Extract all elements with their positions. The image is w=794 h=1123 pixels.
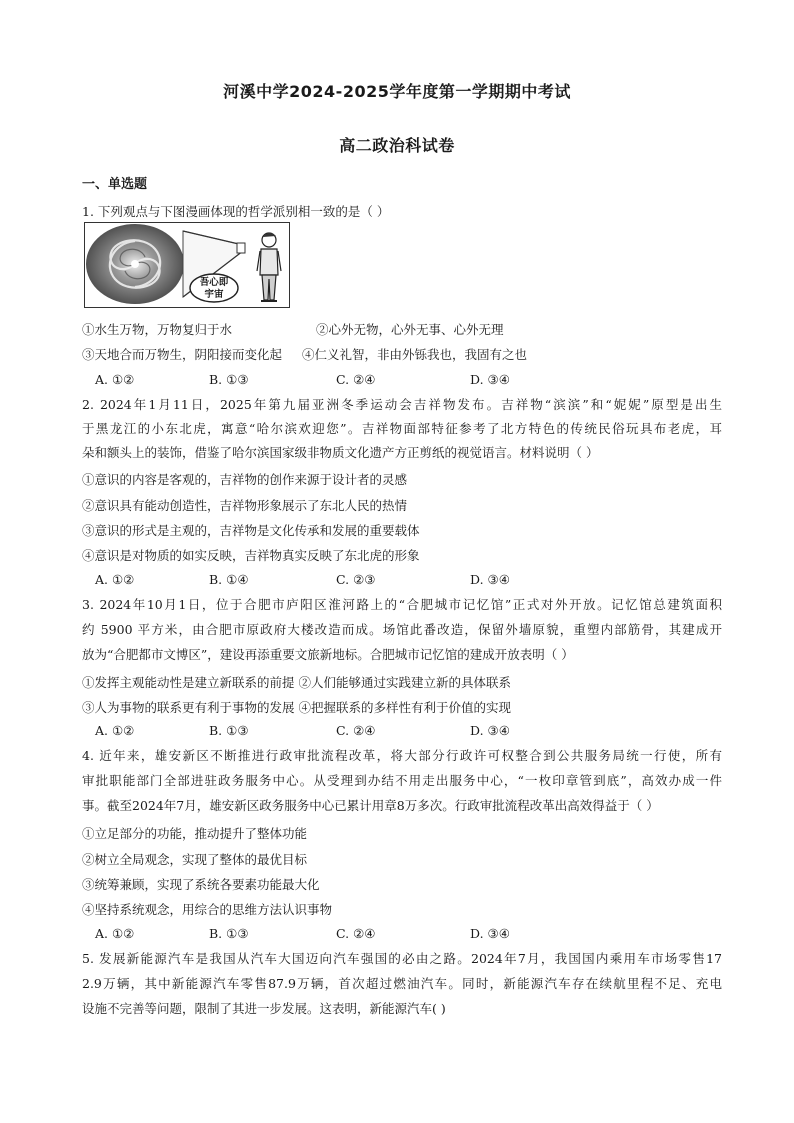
q5-line-2: 2.9万辆，其中新能源汽车零售87.9万辆，首次超过燃油汽车。同时，新能源汽车存在续航里程不足、充电 xyxy=(82,976,722,991)
q4-option-d[interactable]: D. ③④ xyxy=(470,926,510,941)
q5-line-3: 设施不完善等问题，限制了其进一步发展。这表明，新能源汽车( ) xyxy=(82,1001,446,1016)
q3-statement-1-2: ①发挥主观能动性是建立新联系的前提 ②人们能够通过实践建立新的具体联系 xyxy=(82,675,511,690)
q4-option-a[interactable]: A. ①② xyxy=(95,926,135,941)
q1-option-c[interactable]: C. ②④ xyxy=(336,372,376,387)
q3-statement-3-4: ③人为事物的联系更有利于事物的发展 ④把握联系的多样性有利于价值的实现 xyxy=(82,700,511,715)
q2-option-c[interactable]: C. ②③ xyxy=(336,572,376,587)
q1-statement-1: ①水生万物，万物复归于水 xyxy=(82,322,233,337)
q4-statement-2: ②树立全局观念，实现了整体的最优目标 xyxy=(82,852,308,867)
cartoon-illustration xyxy=(85,223,288,306)
section-heading: 一、单选题 xyxy=(82,177,148,192)
q4-line-1: 4. 近年来，雄安新区不断推进行政审批流程改革，将大部分行政许可权整合到公共服务局统一行使，所有 xyxy=(82,748,722,763)
q4-statement-3: ③统筹兼顾，实现了系统各要素功能最大化 xyxy=(82,877,320,892)
q1-option-b[interactable]: B. ①③ xyxy=(209,372,249,387)
q3-line-2: 约 5900 平方米，由合肥市原政府大楼改造而成。场馆此番改造，保留外墙原貌，重塑内部筋骨，其建成开 xyxy=(82,622,722,637)
q2-option-d[interactable]: D. ③④ xyxy=(470,572,510,587)
exam-subtitle: 高二政治科试卷 xyxy=(339,136,455,155)
caption-line-1: 吾心即 xyxy=(199,277,229,288)
q3-option-b[interactable]: B. ①③ xyxy=(209,723,249,738)
q2-statement-4: ④意识是对物质的如实反映，吉祥物真实反映了东北虎的形象 xyxy=(82,548,420,563)
q1-statement-3: ③天地合而万物生，阴阳接而变化起 xyxy=(82,347,283,362)
q4-option-c[interactable]: C. ②④ xyxy=(336,926,376,941)
q3-option-d[interactable]: D. ③④ xyxy=(470,723,510,738)
q3-option-a[interactable]: A. ①② xyxy=(95,723,135,738)
caption-line-2: 宇宙 xyxy=(204,289,224,300)
q2-option-a[interactable]: A. ①② xyxy=(95,572,135,587)
q4-option-b[interactable]: B. ①③ xyxy=(209,926,249,941)
q1-option-a[interactable]: A. ①② xyxy=(95,372,135,387)
q2-line-3: 朵和额头上的装饰，借鉴了哈尔滨国家级非物质文化遗产方正剪纸的视觉语言。材料说明（ ） xyxy=(82,445,599,460)
q2-statement-1: ①意识的内容是客观的，吉祥物的创作来源于设计者的灵感 xyxy=(82,472,408,487)
q4-statement-4: ④坚持系统观念，用综合的思维方法认识事物 xyxy=(82,902,333,917)
q4-line-3: 事。截至2024年7月，雄安新区政务服务中心已累计用章8万多次。行政审批流程改革出高效得益于（ ） xyxy=(82,798,659,813)
q3-line-1: 3. 2024年10月1日，位于合肥市庐阳区淮河路上的“合肥城市记忆馆”正式对外开放。记忆馆总建筑面积 xyxy=(82,597,722,612)
cartoon-figure xyxy=(84,222,290,308)
q2-statement-2: ②意识具有能动创造性，吉祥物形象展示了东北人民的热情 xyxy=(82,498,408,513)
q4-statement-1: ①立足部分的功能，推动提升了整体功能 xyxy=(82,826,308,841)
exam-title: 河溪中学2024-2025学年度第一学期期中考试 xyxy=(223,82,571,101)
q1-statement-2: ②心外无物，心外无事、心外无理 xyxy=(316,322,504,337)
q1-statement-4: ④仁义礼智，非由外铄我也，我固有之也 xyxy=(302,347,528,362)
q3-option-c[interactable]: C. ②④ xyxy=(336,723,376,738)
q2-option-b[interactable]: B. ①④ xyxy=(209,572,249,587)
q2-line-2: 于黑龙江的小东北虎，寓意“哈尔滨欢迎您”。吉祥物面部特征参考了北方特色的传统民俗玩具布老虎，耳 xyxy=(82,421,722,436)
q5-line-1: 5. 发展新能源汽车是我国从汽车大国迈向汽车强国的必由之路。2024年7月，我国国内乘用车市场零售17 xyxy=(82,951,722,966)
q2-line-1: 2. 2024年1月11日，2025年第九届亚洲冬季运动会吉祥物发布。吉祥物“滨滨”和“妮妮”原型是出生 xyxy=(82,397,722,412)
q2-statement-3: ③意识的形式是主观的，吉祥物是文化传承和发展的重要载体 xyxy=(82,523,420,538)
q3-line-3: 放为“合肥都市文博区”，建设再添重要文旅新地标。合肥城市记忆馆的建成开放表明（ ） xyxy=(82,647,574,662)
q4-line-2: 审批职能部门全部进驻政务服务中心。从受理到办结不用走出服务中心，“一枚印章管到底”，高效办成一件 xyxy=(82,773,722,788)
q1-option-d[interactable]: D. ③④ xyxy=(470,372,510,387)
q1-stem: 1. 下列观点与下图漫画体现的哲学派别相一致的是（ ） xyxy=(82,204,390,219)
